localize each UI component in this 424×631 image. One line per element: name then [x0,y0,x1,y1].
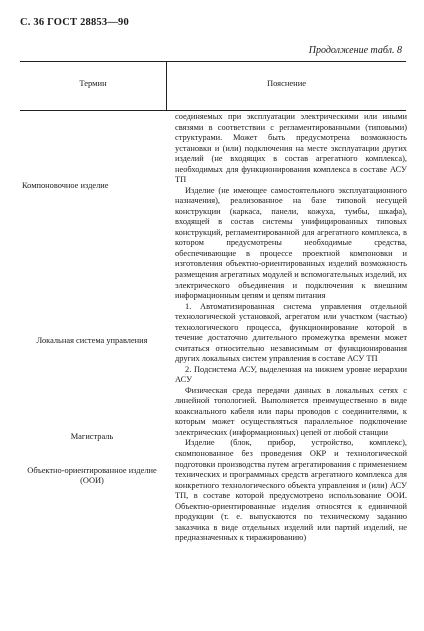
term-bus: Магистраль [70,432,114,441]
explanation-local-control-1: 1. Автоматизированная система управления отдельной технологической установкой, агрегатом или участком (частью) технологического процесса, функционирование которой в течение достаточно длительного промежутка времени может считаться относительно независимым от функционирования других локальных систем управления в составе АСУ ТП [175,301,407,364]
term-local-control-system: Локальная система управления [36,336,148,345]
explanation-object-oriented-item: Изделие (блок, прибор, устройство, комплекс), скомпонованное без проведения ОКР и технологической подготовки производства путем агрегатирования с применением технических и программных средств агрегатного комплекса для конкретного технологического объекта управления и (или) АСУ ТП, в составе которой предусмотрено использование ООИ. Объектно-ориентированные изделия относятся к единичной продукции (т. е. выпускаются по техническому заданию заказчика в виде отдельных изделий или партий изделий, не предназначенных к тиражированию) [175,438,407,543]
term-layout-item: Компоновочное изделие [22,181,109,190]
table-header-rule [20,110,406,111]
explanation-bus: Физическая среда передачи данных в локальных сетях с линейной топологией. Выполняется преимущественно в виде коаксиального кабеля или пары проводов с соединителями, к которым может осуществляться параллельное подключение электрических (информационных) цепей от любой станции [175,385,407,437]
explanation-local-control-2: 2. Подсистема АСУ, выделенная на нижнем уровне иерархии АСУ [175,364,407,385]
column-header-term: Термин [79,78,107,88]
column-header-explanation: Пояснение [266,78,307,88]
table-continuation-label: Продолжение табл. 8 [308,45,402,56]
table-top-rule [20,61,406,62]
term-object-oriented-item: Объектно-ориентированное изделие (ООИ) [27,466,157,486]
explanation-column [175,112,407,544]
page-header: С. 36 ГОСТ 28853—90 [20,17,129,28]
explanation-intro: соединяемых при эксплуатации электрическими или иными связями в соответствии с регламентированными (типовыми) структурами. Может быть предусмотрена возможность установки и (или) подключения на месте эксплуатации других изделий (не входящих в состав агрегатного комплекса), необходимых для функционирования комплекса в составе АСУ ТП [175,112,407,185]
explanation-layout-item: Изделие (не имеющее самостоятельного эксплуатационного назначения), реализованное на базе типовой несущей конструкции (каркаса, панели, кожуха, тумбы, шкафа), входящей в состав системы унифицированных типовых конструкций, регламентированной для агрегатного комплекса, в котором предусмотрены необходимые средства, обеспечивающие в процессе проектной компоновки и изготовления объектно-ориентированных изделий возможность размещения агрегатных модулей и вспомогательных изделий, их электрического объединения и подключения к внешним информационным цепям и цепям питания [175,185,407,301]
